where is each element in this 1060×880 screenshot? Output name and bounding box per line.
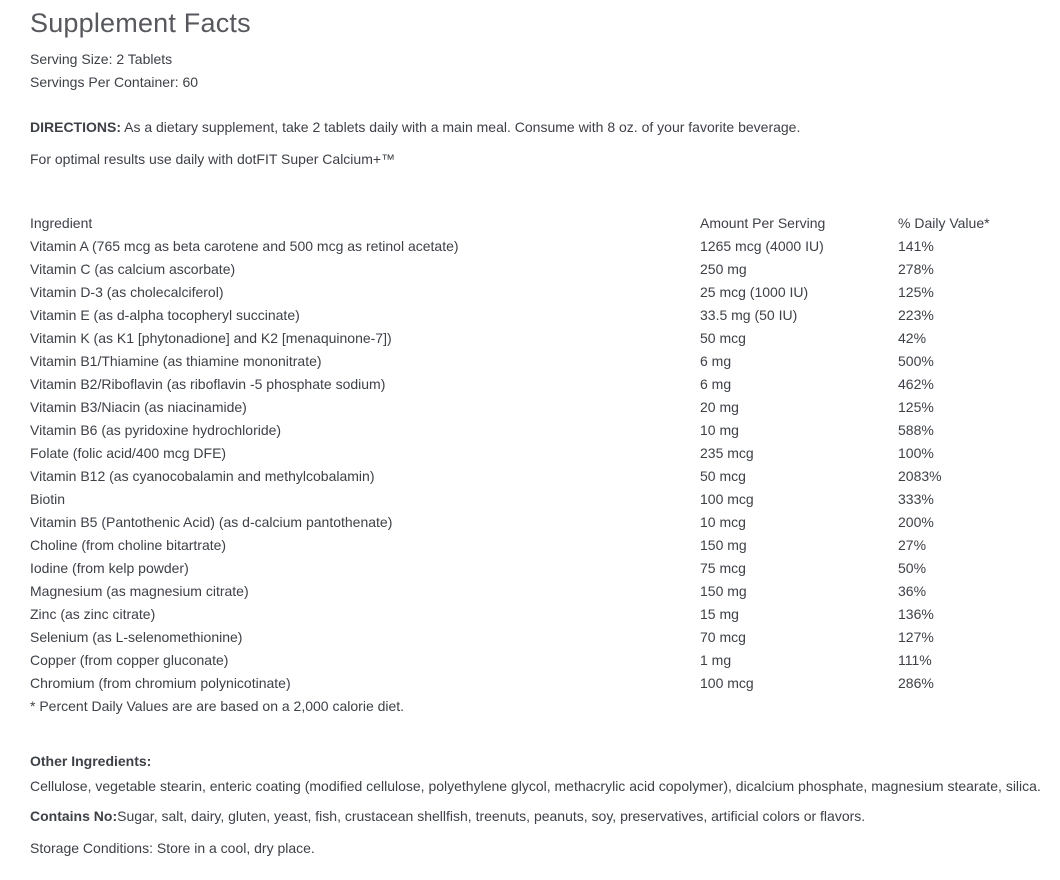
cell-daily-value: 286% [898, 675, 934, 691]
cell-ingredient: Folate (folic acid/400 mcg DFE) [30, 445, 227, 461]
cell-amount: 100 mcg [700, 675, 754, 691]
table-row [30, 258, 1040, 281]
table-row [30, 419, 1040, 442]
cell-ingredient: Vitamin B2/Riboflavin (as riboflavin -5 phosphate sodium) [30, 376, 386, 392]
table-row [30, 304, 1040, 327]
cell-daily-value: 462% [898, 376, 934, 392]
storage-conditions: Storage Conditions: Store in a cool, dry place. [30, 840, 315, 856]
cell-ingredient: Vitamin E (as d-alpha tocopheryl succinate) [30, 307, 300, 323]
cell-ingredient: Vitamin K (as K1 [phytonadione] and K2 [menaquinone-7]) [30, 330, 392, 346]
cell-ingredient: Vitamin D-3 (as cholecalciferol) [30, 284, 224, 300]
cell-amount: 15 mg [700, 606, 739, 622]
facts-table [30, 212, 1040, 718]
cell-amount: 70 mcg [700, 629, 746, 645]
cell-amount: 10 mg [700, 422, 739, 438]
cell-ingredient: Vitamin B3/Niacin (as niacinamide) [30, 399, 247, 415]
contains-no-text: Sugar, salt, dairy, gluten, yeast, fish, crustacean shellfish, treenuts, peanuts, soy, preservatives, artificial colors or flavors. [117, 808, 866, 824]
cell-amount: 250 mg [700, 261, 747, 277]
cell-daily-value: 42% [898, 330, 927, 346]
cell-amount: 50 mcg [700, 330, 746, 346]
cell-ingredient: Vitamin B1/Thiamine (as thiamine mononitrate) [30, 353, 322, 369]
table-row [30, 649, 1040, 672]
contains-no-label: Contains No: [30, 808, 118, 824]
table-row [30, 396, 1040, 419]
column-header-daily-value: % Daily Value* [898, 215, 990, 231]
cell-amount: 150 mg [700, 537, 747, 553]
cell-amount: 100 mcg [700, 491, 754, 507]
directions-text: As a dietary supplement, take 2 tablets daily with a main meal. Consume with 8 oz. of your favorite beverage. [121, 119, 801, 135]
table-row [30, 534, 1040, 557]
cell-daily-value: 111% [898, 652, 932, 668]
servings-per-container: Servings Per Container: 60 [30, 74, 199, 90]
cell-daily-value: 27% [898, 537, 927, 553]
facts-table-body [30, 235, 1040, 695]
table-row [30, 350, 1040, 373]
table-row [30, 557, 1040, 580]
cell-daily-value: 588% [898, 422, 934, 438]
cell-amount: 6 mg [700, 353, 732, 369]
table-row [30, 672, 1040, 695]
cell-amount: 20 mg [700, 399, 739, 415]
cell-daily-value: 136% [898, 606, 934, 622]
cell-amount: 33.5 mg (50 IU) [700, 307, 798, 323]
cell-ingredient: Copper (from copper gluconate) [30, 652, 229, 668]
cell-ingredient: Vitamin A (765 mcg as beta carotene and 500 mcg as retinol acetate) [30, 238, 459, 254]
directions-label: DIRECTIONS: [30, 119, 121, 135]
cell-daily-value: 125% [898, 284, 934, 300]
cell-daily-value: 2083% [898, 468, 942, 484]
cell-daily-value: 125% [898, 399, 934, 415]
serving-size: Serving Size: 2 Tablets [30, 51, 173, 67]
table-row [30, 235, 1040, 258]
cell-daily-value: 100% [898, 445, 934, 461]
table-row [30, 511, 1040, 534]
cell-daily-value: 36% [898, 583, 927, 599]
column-header-ingredient: Ingredient [30, 215, 93, 231]
other-ingredients-label: Other Ingredients: [30, 753, 152, 769]
cell-daily-value: 50% [898, 560, 927, 576]
cell-ingredient: Selenium (as L-selenomethionine) [30, 629, 243, 645]
cell-amount: 235 mcg [700, 445, 754, 461]
cell-ingredient: Iodine (from kelp powder) [30, 560, 189, 576]
cell-amount: 50 mcg [700, 468, 746, 484]
table-row [30, 603, 1040, 626]
column-header-amount: Amount Per Serving [700, 215, 826, 231]
table-row [30, 442, 1040, 465]
other-ingredients-text: Cellulose, vegetable stearin, enteric coating (modified cellulose, polyethylene glycol, methacrylic acid copolymer), dicalcium phosphate, magnesium stearate, silica. [30, 778, 1041, 794]
cell-ingredient: Biotin [30, 491, 66, 507]
contains-no-line [30, 808, 1040, 825]
daily-value-footnote: * Percent Daily Values are are based on a 2,000 calorie diet. [30, 698, 405, 714]
table-row [30, 327, 1040, 350]
cell-ingredient: Vitamin B5 (Pantothenic Acid) (as d-calcium pantothenate) [30, 514, 393, 530]
table-row [30, 626, 1040, 649]
cell-daily-value: 333% [898, 491, 934, 507]
directions-line [30, 119, 1040, 136]
cell-ingredient: Vitamin B6 (as pyridoxine hydrochloride) [30, 422, 282, 438]
cell-amount: 150 mg [700, 583, 747, 599]
cell-ingredient: Choline (from choline bitartrate) [30, 537, 227, 553]
cell-ingredient: Vitamin B12 (as cyanocobalamin and methylcobalamin) [30, 468, 375, 484]
table-row [30, 488, 1040, 511]
cell-ingredient: Vitamin C (as calcium ascorbate) [30, 261, 236, 277]
cell-amount: 10 mcg [700, 514, 746, 530]
table-row [30, 281, 1040, 304]
cell-amount: 1 mg [700, 652, 732, 668]
cell-daily-value: 127% [898, 629, 934, 645]
cell-daily-value: 141% [898, 238, 934, 254]
cell-amount: 6 mg [700, 376, 732, 392]
cell-daily-value: 223% [898, 307, 934, 323]
cell-amount: 1265 mcg (4000 IU) [700, 238, 824, 254]
table-row [30, 373, 1040, 396]
optimal-use-line: For optimal results use daily with dotFIT Super Calcium+™ [30, 151, 396, 167]
page-title: Supplement Facts [30, 8, 251, 38]
table-header-row [30, 212, 1040, 235]
cell-ingredient: Magnesium (as magnesium citrate) [30, 583, 249, 599]
cell-daily-value: 500% [898, 353, 934, 369]
cell-ingredient: Zinc (as zinc citrate) [30, 606, 156, 622]
cell-amount: 75 mcg [700, 560, 746, 576]
cell-ingredient: Chromium (from chromium polynicotinate) [30, 675, 291, 691]
table-row [30, 465, 1040, 488]
cell-daily-value: 278% [898, 261, 934, 277]
cell-daily-value: 200% [898, 514, 934, 530]
cell-amount: 25 mcg (1000 IU) [700, 284, 809, 300]
table-row [30, 580, 1040, 603]
